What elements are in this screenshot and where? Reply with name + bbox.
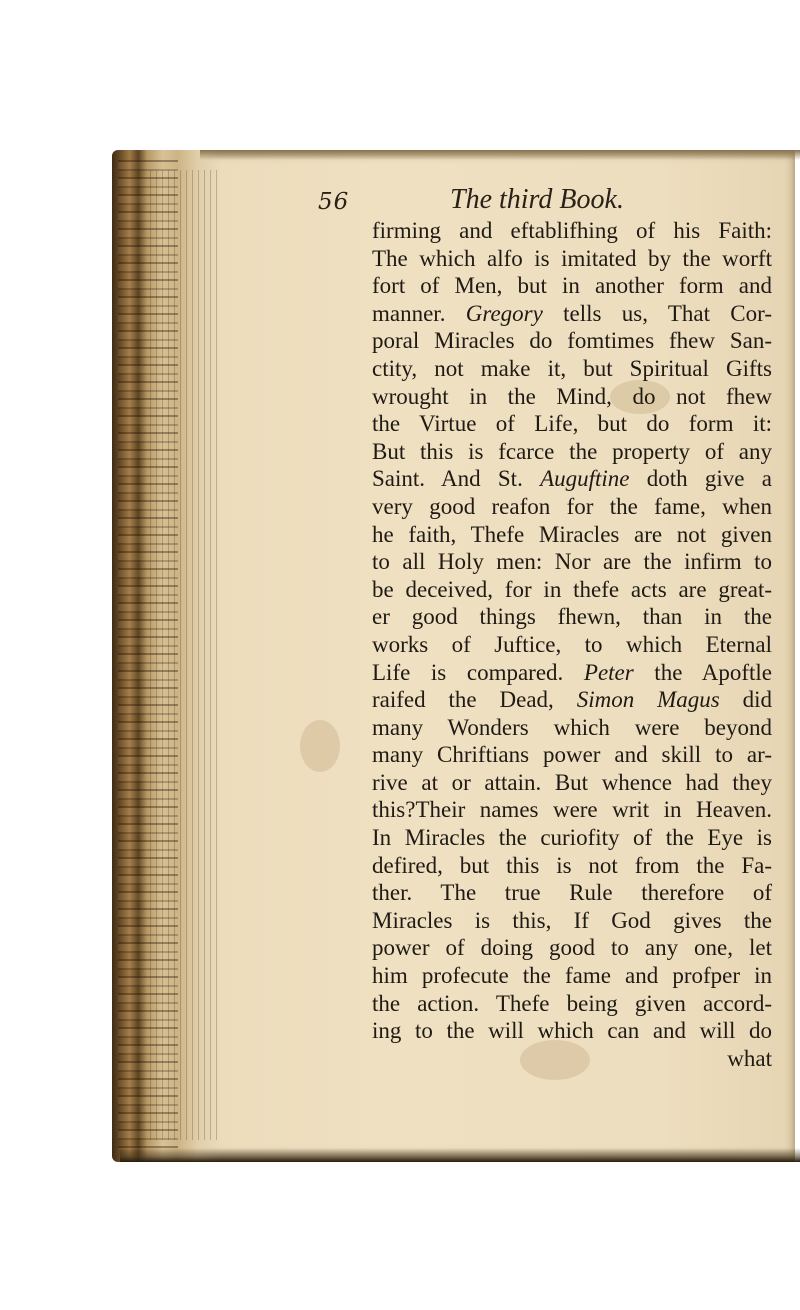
page-bottom-edge — [120, 1148, 800, 1162]
text-line: defired, but this is not from the Fa- — [372, 852, 772, 878]
text-line: er good things fhewn, than in the — [372, 604, 772, 630]
italic-name: Simon Magus — [576, 687, 720, 713]
paper-stain — [300, 720, 340, 772]
body-text — [372, 217, 772, 1072]
text-line: be deceived, for in thefe acts are great- — [372, 576, 772, 602]
text-line: him profecute the fame and profper in — [372, 963, 772, 989]
text-line: ing to the will which can and will do — [372, 1018, 772, 1044]
text-line: But this is fcarce the property of any — [372, 438, 772, 464]
text-line: very good reafon for the fame, when — [372, 493, 772, 519]
text-line: Life is compared. Peter the Apoftle — [372, 659, 772, 685]
gutter-shading — [150, 170, 220, 1140]
text-line: many Wonders which were beyond — [372, 714, 772, 740]
text-line: firming and eftablifhing of his Faith: — [372, 218, 772, 243]
catchword: what — [727, 1045, 772, 1071]
text-line: many Chriftians power and skill to ar- — [372, 742, 772, 768]
text-line: raifed the Dead, Simon Magus did — [372, 687, 772, 713]
italic-name: Gregory — [465, 300, 543, 326]
text-line: fort of Men, but in another form and — [372, 273, 772, 299]
text-line: poral Miracles do fomtimes fhew San- — [372, 328, 772, 354]
italic-name: Peter — [583, 659, 634, 685]
text-line: the Virtue of Life, but do form it: — [372, 411, 772, 437]
text-line: rive at or attain. But whence had they — [372, 769, 772, 795]
text-line: Saint. And St. Auguftine doth give a — [372, 466, 772, 492]
text-line: manner. Gregory tells us, That Cor- — [372, 300, 772, 326]
text-line: the action. Thefe being given accord- — [372, 990, 772, 1016]
text-line: wrought in the Mind, do not fhew — [372, 383, 772, 409]
text-line: this?Their names were writ in Heaven. — [372, 797, 772, 823]
running-head: The third Book. — [450, 184, 624, 215]
text-line: Miracles is this, If God gives the — [372, 907, 772, 933]
page-top-edge — [200, 150, 800, 160]
text-line: The which alfo is imitated by the worft — [372, 245, 772, 271]
text-line: he faith, Thefe Miracles are not given — [372, 521, 772, 547]
text-line: In Miracles the curiofity of the Eye is — [372, 825, 772, 851]
page-number: 56 — [318, 189, 350, 215]
text-line: ther. The true Rule therefore of — [372, 880, 772, 906]
text-line: ctity, not make it, but Spiritual Gifts — [372, 355, 772, 381]
text-line: works of Juftice, to which Eternal — [372, 631, 772, 657]
text-line: to all Holy men: Nor are the infirm to — [372, 549, 772, 575]
italic-name: Auguftine — [540, 466, 630, 492]
text-line: power of doing good to any one, let — [372, 935, 772, 961]
